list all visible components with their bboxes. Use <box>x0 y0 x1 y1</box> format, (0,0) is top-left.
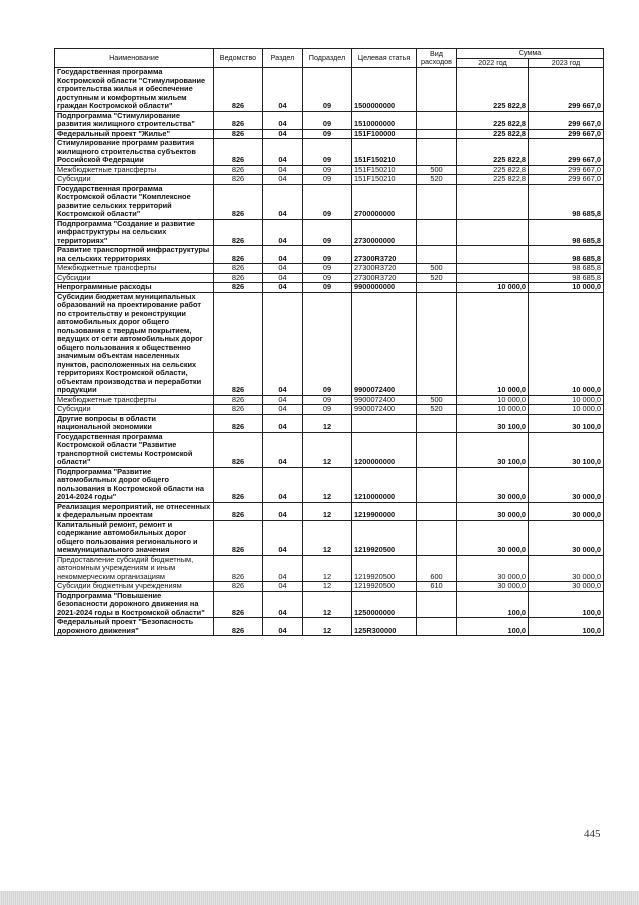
cell-sum-2023: 30 000,0 <box>529 582 604 592</box>
cell-podrazdel: 09 <box>303 184 352 219</box>
cell-podrazdel: 09 <box>303 405 352 415</box>
cell-name: Федеральный проект "Безопасность дорожного движения" <box>55 618 214 636</box>
cell-vedomstvo: 826 <box>214 219 263 246</box>
cell-sum-2022 <box>457 246 529 264</box>
cell-podrazdel: 09 <box>303 283 352 293</box>
cell-name: Субсидии бюджетным учреждениям <box>55 582 214 592</box>
table-row <box>55 129 604 139</box>
table-row <box>55 555 604 582</box>
cell-celevaya-statya: 9900000000 <box>352 283 417 293</box>
cell-sum-2023: 30 000,0 <box>529 520 604 555</box>
cell-podrazdel: 09 <box>303 68 352 112</box>
cell-podrazdel: 12 <box>303 467 352 502</box>
cell-vedomstvo: 826 <box>214 591 263 618</box>
table-row <box>55 414 604 432</box>
cell-name: Субсидии <box>55 175 214 185</box>
cell-celevaya-statya: 125R300000 <box>352 618 417 636</box>
cell-sum-2022: 225 822,8 <box>457 165 529 175</box>
cell-vid-raskhodov: 500 <box>417 264 457 274</box>
cell-podrazdel: 12 <box>303 618 352 636</box>
cell-celevaya-statya: 2700000000 <box>352 184 417 219</box>
cell-vedomstvo: 826 <box>214 165 263 175</box>
cell-sum-2023: 30 000,0 <box>529 467 604 502</box>
cell-name: Субсидии <box>55 273 214 283</box>
cell-celevaya-statya: 151F150210 <box>352 165 417 175</box>
table-row <box>55 618 604 636</box>
cell-vid-raskhodov: 520 <box>417 273 457 283</box>
cell-sum-2022: 30 000,0 <box>457 582 529 592</box>
cell-name: Другие вопросы в области национальной экономики <box>55 414 214 432</box>
cell-celevaya-statya: 151F150210 <box>352 175 417 185</box>
cell-name: Подпрограмма "Создание и развитие инфраструктуры на сельских территориях" <box>55 219 214 246</box>
cell-podrazdel: 09 <box>303 165 352 175</box>
cell-vedomstvo: 826 <box>214 129 263 139</box>
table-row <box>55 502 604 520</box>
cell-razdel: 04 <box>263 129 303 139</box>
cell-vid-raskhodov: 500 <box>417 395 457 405</box>
cell-sum-2022: 100,0 <box>457 618 529 636</box>
cell-podrazdel: 09 <box>303 175 352 185</box>
cell-vid-raskhodov: 600 <box>417 555 457 582</box>
cell-podrazdel: 12 <box>303 555 352 582</box>
cell-sum-2023: 30 100,0 <box>529 432 604 467</box>
cell-celevaya-statya: 1219900000 <box>352 502 417 520</box>
cell-sum-2023: 98 685,8 <box>529 184 604 219</box>
header-celevaya-statya: Целевая статья <box>352 49 417 68</box>
table-row <box>55 283 604 293</box>
table-body <box>55 68 604 636</box>
header-name: Наименование <box>55 49 214 68</box>
cell-razdel: 04 <box>263 246 303 264</box>
cell-vedomstvo: 826 <box>214 184 263 219</box>
cell-name: Стимулирование программ развития жилищного строительства субъектов Российской Федерации <box>55 139 214 166</box>
cell-sum-2022 <box>457 219 529 246</box>
budget-table <box>54 48 604 636</box>
cell-vedomstvo: 826 <box>214 414 263 432</box>
table-row <box>55 184 604 219</box>
cell-sum-2023: 299 667,0 <box>529 68 604 112</box>
cell-celevaya-statya: 151F150210 <box>352 139 417 166</box>
cell-sum-2023: 299 667,0 <box>529 175 604 185</box>
cell-sum-2023: 299 667,0 <box>529 165 604 175</box>
cell-razdel: 04 <box>263 405 303 415</box>
cell-celevaya-statya: 1219920500 <box>352 582 417 592</box>
cell-sum-2022: 30 000,0 <box>457 520 529 555</box>
cell-podrazdel: 12 <box>303 414 352 432</box>
cell-celevaya-statya: 9900072400 <box>352 395 417 405</box>
cell-podrazdel: 12 <box>303 591 352 618</box>
cell-vedomstvo: 826 <box>214 432 263 467</box>
cell-vedomstvo: 826 <box>214 273 263 283</box>
cell-razdel: 04 <box>263 111 303 129</box>
cell-celevaya-statya <box>352 414 417 432</box>
cell-podrazdel: 09 <box>303 246 352 264</box>
cell-razdel: 04 <box>263 467 303 502</box>
cell-vid-raskhodov <box>417 219 457 246</box>
cell-name: Федеральный проект "Жилье" <box>55 129 214 139</box>
cell-sum-2023: 98 685,8 <box>529 264 604 274</box>
cell-sum-2023: 30 100,0 <box>529 414 604 432</box>
cell-sum-2022: 225 822,8 <box>457 139 529 166</box>
cell-vid-raskhodov <box>417 246 457 264</box>
cell-name: Субсидии бюджетам муниципальных образований на проектирование работ по строительству и реконструкции автомобильных дорог общего пользования с твердым покрытием, ведущих от сети автомобильных дорог общего пользования к общественно значимым объектам населенных пунктов, расположенных на сельских территориях Костромской области, объектам производства и переработки продукции <box>55 292 214 395</box>
cell-vid-raskhodov <box>417 292 457 395</box>
cell-razdel: 04 <box>263 219 303 246</box>
cell-celevaya-statya: 1250000000 <box>352 591 417 618</box>
cell-name: Субсидии <box>55 405 214 415</box>
cell-celevaya-statya: 151F100000 <box>352 129 417 139</box>
cell-razdel: 04 <box>263 591 303 618</box>
cell-sum-2023: 30 000,0 <box>529 555 604 582</box>
cell-celevaya-statya: 27300R3720 <box>352 246 417 264</box>
cell-sum-2022: 10 000,0 <box>457 283 529 293</box>
cell-vid-raskhodov <box>417 618 457 636</box>
cell-celevaya-statya: 2730000000 <box>352 219 417 246</box>
cell-name: Развитие транспортной инфраструктуры на сельских территориях <box>55 246 214 264</box>
header-razdel: Раздел <box>263 49 303 68</box>
cell-name: Межбюджетные трансферты <box>55 264 214 274</box>
cell-vid-raskhodov <box>417 139 457 166</box>
cell-vid-raskhodov <box>417 184 457 219</box>
cell-vid-raskhodov <box>417 129 457 139</box>
cell-podrazdel: 12 <box>303 520 352 555</box>
cell-podrazdel: 09 <box>303 273 352 283</box>
cell-sum-2023: 10 000,0 <box>529 292 604 395</box>
cell-celevaya-statya: 1219920500 <box>352 520 417 555</box>
cell-sum-2022: 30 000,0 <box>457 467 529 502</box>
header-year-2023: 2023 год <box>529 58 604 68</box>
cell-sum-2022: 100,0 <box>457 591 529 618</box>
cell-vid-raskhodov: 520 <box>417 175 457 185</box>
cell-vid-raskhodov <box>417 432 457 467</box>
cell-sum-2023: 299 667,0 <box>529 139 604 166</box>
table-row <box>55 175 604 185</box>
cell-sum-2022: 30 000,0 <box>457 502 529 520</box>
cell-razdel: 04 <box>263 68 303 112</box>
cell-name: Государственная программа Костромской области "Комплексное развитие сельских территорий Костромской области" <box>55 184 214 219</box>
cell-sum-2023: 98 685,8 <box>529 273 604 283</box>
cell-sum-2023: 98 685,8 <box>529 219 604 246</box>
cell-razdel: 04 <box>263 414 303 432</box>
cell-sum-2023: 10 000,0 <box>529 405 604 415</box>
cell-sum-2022: 10 000,0 <box>457 395 529 405</box>
cell-sum-2022: 225 822,8 <box>457 68 529 112</box>
cell-razdel: 04 <box>263 175 303 185</box>
cell-celevaya-statya: 1210000000 <box>352 467 417 502</box>
cell-celevaya-statya: 9900072400 <box>352 292 417 395</box>
cell-razdel: 04 <box>263 555 303 582</box>
header-vedomstvo: Ведомство <box>214 49 263 68</box>
cell-razdel: 04 <box>263 264 303 274</box>
cell-vedomstvo: 826 <box>214 502 263 520</box>
cell-razdel: 04 <box>263 582 303 592</box>
scan-edge-strip <box>0 891 639 905</box>
cell-sum-2023: 299 667,0 <box>529 129 604 139</box>
cell-podrazdel: 09 <box>303 129 352 139</box>
cell-vedomstvo: 826 <box>214 395 263 405</box>
cell-podrazdel: 12 <box>303 502 352 520</box>
cell-sum-2022: 30 100,0 <box>457 414 529 432</box>
cell-celevaya-statya: 1500000000 <box>352 68 417 112</box>
table-row <box>55 219 604 246</box>
cell-vid-raskhodov <box>417 520 457 555</box>
cell-sum-2023: 100,0 <box>529 591 604 618</box>
cell-sum-2022: 225 822,8 <box>457 175 529 185</box>
cell-vid-raskhodov <box>417 283 457 293</box>
cell-sum-2023: 100,0 <box>529 618 604 636</box>
cell-podrazdel: 09 <box>303 219 352 246</box>
cell-sum-2023: 299 667,0 <box>529 111 604 129</box>
cell-podrazdel: 09 <box>303 139 352 166</box>
cell-podrazdel: 12 <box>303 432 352 467</box>
cell-vedomstvo: 826 <box>214 283 263 293</box>
cell-celevaya-statya: 27300R3720 <box>352 273 417 283</box>
cell-vedomstvo: 826 <box>214 520 263 555</box>
cell-name: Межбюджетные трансферты <box>55 165 214 175</box>
cell-podrazdel: 09 <box>303 292 352 395</box>
header-vid-raskhodov: Вид расходов <box>417 49 457 68</box>
cell-vid-raskhodov <box>417 591 457 618</box>
cell-name: Межбюджетные трансферты <box>55 395 214 405</box>
table-row <box>55 68 604 112</box>
cell-vedomstvo: 826 <box>214 555 263 582</box>
cell-sum-2022: 30 000,0 <box>457 555 529 582</box>
cell-vid-raskhodov <box>417 414 457 432</box>
table-row <box>55 273 604 283</box>
cell-sum-2023: 30 000,0 <box>529 502 604 520</box>
cell-razdel: 04 <box>263 139 303 166</box>
cell-name: Реализация мероприятий, не отнесенных к федеральным проектам <box>55 502 214 520</box>
table-row <box>55 405 604 415</box>
cell-sum-2023: 10 000,0 <box>529 395 604 405</box>
cell-name: Подпрограмма "Стимулирование развития жилищного строительства" <box>55 111 214 129</box>
cell-razdel: 04 <box>263 273 303 283</box>
cell-sum-2023: 98 685,8 <box>529 246 604 264</box>
cell-vedomstvo: 826 <box>214 175 263 185</box>
cell-sum-2023: 10 000,0 <box>529 283 604 293</box>
cell-vedomstvo: 826 <box>214 68 263 112</box>
table-row <box>55 520 604 555</box>
table-row <box>55 292 604 395</box>
cell-name: Предоставление субсидий бюджетным, автономным учреждениям и иным некоммерческим организациям <box>55 555 214 582</box>
cell-razdel: 04 <box>263 165 303 175</box>
cell-razdel: 04 <box>263 292 303 395</box>
cell-podrazdel: 09 <box>303 111 352 129</box>
cell-vid-raskhodov: 610 <box>417 582 457 592</box>
table-row <box>55 582 604 592</box>
cell-sum-2022 <box>457 264 529 274</box>
cell-celevaya-statya: 1200000000 <box>352 432 417 467</box>
cell-vid-raskhodov <box>417 111 457 129</box>
cell-podrazdel: 09 <box>303 395 352 405</box>
cell-sum-2022: 10 000,0 <box>457 405 529 415</box>
cell-vid-raskhodov <box>417 502 457 520</box>
cell-celevaya-statya: 27300R3720 <box>352 264 417 274</box>
cell-sum-2022: 10 000,0 <box>457 292 529 395</box>
header-year-2022: 2022 год <box>457 58 529 68</box>
cell-name: Государственная программа Костромской области "Развитие транспортной системы Костромской области" <box>55 432 214 467</box>
cell-vedomstvo: 826 <box>214 111 263 129</box>
table-row <box>55 591 604 618</box>
cell-celevaya-statya: 1219920500 <box>352 555 417 582</box>
cell-sum-2022: 30 100,0 <box>457 432 529 467</box>
cell-razdel: 04 <box>263 618 303 636</box>
table-row <box>55 139 604 166</box>
cell-razdel: 04 <box>263 283 303 293</box>
cell-razdel: 04 <box>263 520 303 555</box>
cell-name: Подпрограмма "Развитие автомобильных дорог общего пользования в Костромской области на 2014-2024 годы" <box>55 467 214 502</box>
table-row <box>55 111 604 129</box>
cell-sum-2022: 225 822,8 <box>457 111 529 129</box>
cell-celevaya-statya: 1510000000 <box>352 111 417 129</box>
header-summa: Сумма <box>457 49 604 59</box>
cell-vid-raskhodov: 500 <box>417 165 457 175</box>
table-row <box>55 264 604 274</box>
cell-vedomstvo: 826 <box>214 264 263 274</box>
cell-razdel: 04 <box>263 184 303 219</box>
cell-vedomstvo: 826 <box>214 139 263 166</box>
cell-sum-2022 <box>457 184 529 219</box>
cell-name: Капитальный ремонт, ремонт и содержание автомобильных дорог общего пользования регионального и межмуниципального значения <box>55 520 214 555</box>
cell-celevaya-statya: 9900072400 <box>352 405 417 415</box>
cell-sum-2022: 225 822,8 <box>457 129 529 139</box>
cell-vid-raskhodov <box>417 467 457 502</box>
cell-razdel: 04 <box>263 502 303 520</box>
table-row <box>55 395 604 405</box>
cell-name: Непрограммные расходы <box>55 283 214 293</box>
table-row <box>55 165 604 175</box>
cell-sum-2022 <box>457 273 529 283</box>
cell-name: Государственная программа Костромской области "Стимулирование строительства жилья и обеспечение доступным и комфортным жильем граждан Костромской области" <box>55 68 214 112</box>
cell-vedomstvo: 826 <box>214 618 263 636</box>
cell-name: Подпрограмма "Повышение безопасности дорожного движения на 2021-2024 годы в Костромской области" <box>55 591 214 618</box>
cell-vedomstvo: 826 <box>214 582 263 592</box>
header-podrazdel: Подраздел <box>303 49 352 68</box>
cell-vid-raskhodov: 520 <box>417 405 457 415</box>
cell-vedomstvo: 826 <box>214 467 263 502</box>
cell-vid-raskhodov <box>417 68 457 112</box>
page-number: 445 <box>584 828 601 840</box>
table-row <box>55 246 604 264</box>
cell-razdel: 04 <box>263 395 303 405</box>
cell-podrazdel: 09 <box>303 264 352 274</box>
cell-vedomstvo: 826 <box>214 405 263 415</box>
cell-razdel: 04 <box>263 432 303 467</box>
cell-vedomstvo: 826 <box>214 292 263 395</box>
table-row <box>55 467 604 502</box>
cell-vedomstvo: 826 <box>214 246 263 264</box>
table-row <box>55 432 604 467</box>
cell-podrazdel: 12 <box>303 582 352 592</box>
